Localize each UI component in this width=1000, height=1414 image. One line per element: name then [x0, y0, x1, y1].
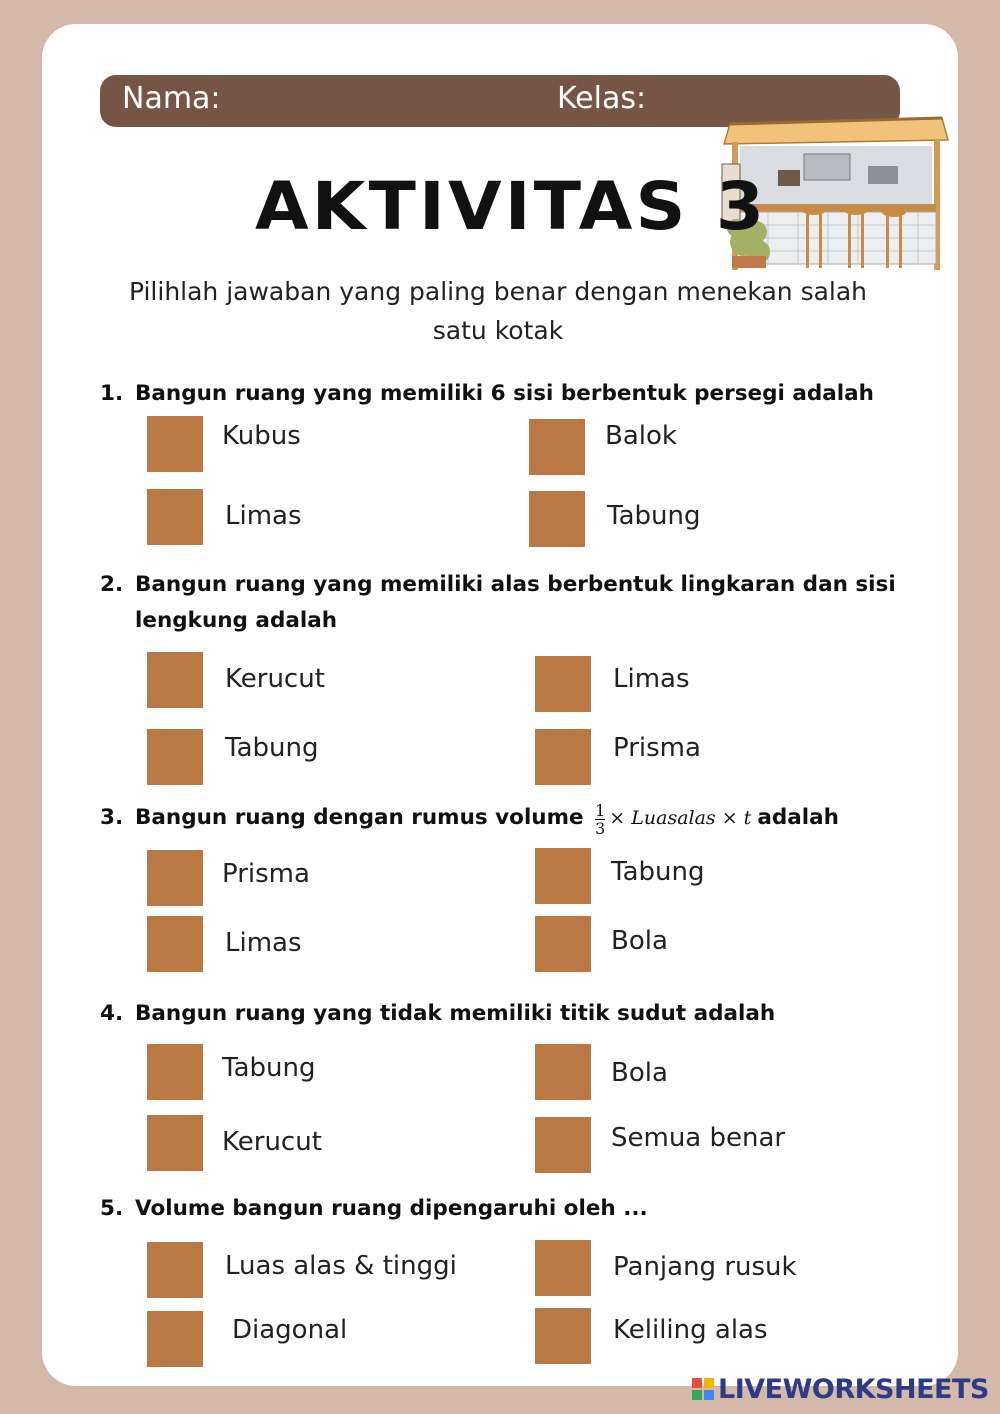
question-number: 2.	[100, 572, 124, 597]
question-number: 4.	[100, 1001, 124, 1026]
answer-box-q2-tabung[interactable]	[147, 729, 203, 785]
answer-box-q2-kerucut[interactable]	[147, 652, 203, 708]
answer-box-q4-semua-benar[interactable]	[535, 1117, 591, 1173]
option-label: Keliling alas	[613, 1315, 768, 1345]
question-text: Volume bangun ruang dipengaruhi oleh ...	[135, 1196, 648, 1221]
question-number: 5.	[100, 1196, 124, 1221]
question-1	[100, 376, 910, 412]
liveworksheets-logo-icon	[692, 1378, 714, 1400]
option-label: Kubus	[222, 421, 301, 451]
answer-box-q3-prisma[interactable]	[147, 850, 203, 906]
answer-box-q3-bola[interactable]	[535, 916, 591, 972]
option-label: Balok	[605, 421, 677, 451]
answer-box-q5-keliling-alas[interactable]	[535, 1308, 591, 1364]
answer-box-q5-diagonal[interactable]	[147, 1311, 203, 1367]
option-label: Panjang rusuk	[613, 1252, 797, 1282]
option-label: Prisma	[613, 733, 701, 763]
answer-box-q1-kubus[interactable]	[147, 416, 203, 472]
option-label: Tabung	[611, 857, 705, 887]
question-5	[100, 1191, 910, 1227]
answer-box-q3-limas[interactable]	[147, 916, 203, 972]
question-4	[100, 996, 910, 1032]
answer-box-q1-tabung[interactable]	[529, 491, 585, 547]
question-text-end: adalah	[757, 805, 839, 830]
question-text: Bangun ruang yang memiliki alas berbentuk lingkaran dan sisi lengkung adalah	[135, 572, 896, 633]
brand-name: LIVEWORKSHEETS	[718, 1374, 989, 1405]
option-label: Limas	[225, 928, 302, 958]
kelas-label: Kelas:	[557, 81, 647, 116]
answer-box-q2-prisma[interactable]	[535, 729, 591, 785]
option-label: Semua benar	[611, 1123, 786, 1153]
question-2	[100, 567, 910, 639]
option-label: Limas	[225, 501, 302, 531]
formula-rest: × Luasalas × t	[609, 807, 752, 829]
answer-box-q3-tabung[interactable]	[535, 848, 591, 904]
answer-box-q4-bola[interactable]	[535, 1044, 591, 1100]
question-text: Bangun ruang yang tidak memiliki titik sudut adalah	[135, 1001, 776, 1026]
answer-box-q1-balok[interactable]	[529, 419, 585, 475]
liveworksheets-logo	[692, 1374, 989, 1405]
option-label: Bola	[611, 1058, 668, 1088]
question-number: 3.	[100, 805, 124, 830]
question-3	[100, 800, 910, 837]
answer-box-q1-limas[interactable]	[147, 489, 203, 545]
answer-box-q2-limas[interactable]	[535, 656, 591, 712]
option-label: Limas	[613, 664, 690, 694]
option-label: Diagonal	[232, 1315, 348, 1345]
question-number: 1.	[100, 381, 124, 406]
option-label: Tabung	[607, 501, 701, 531]
formula-numerator: 1	[595, 800, 606, 820]
option-label: Kerucut	[222, 1127, 322, 1157]
question-text: Bangun ruang dengan rumus volume	[135, 805, 584, 830]
answer-box-q5-panjang-rusuk[interactable]	[535, 1240, 591, 1296]
option-label: Bola	[611, 926, 668, 956]
volume-formula	[591, 800, 757, 838]
answer-box-q5-luas-alas-tinggi[interactable]	[147, 1242, 203, 1298]
instruction-text: Pilihlah jawaban yang paling benar dengan menekan salah satu kotak	[128, 277, 868, 345]
option-label: Tabung	[222, 1053, 316, 1083]
option-label: Kerucut	[225, 664, 325, 694]
formula-denominator: 3	[595, 818, 606, 838]
nama-label: Nama:	[122, 81, 221, 116]
option-label: Tabung	[225, 733, 319, 763]
question-text: Bangun ruang yang memiliki 6 sisi berbentuk persegi adalah	[135, 381, 874, 406]
page-title: AKTIVITAS 3	[255, 168, 768, 245]
answer-box-q4-kerucut[interactable]	[147, 1115, 203, 1171]
answer-box-q4-tabung[interactable]	[147, 1044, 203, 1100]
option-label: Prisma	[222, 859, 310, 889]
option-label: Luas alas & tinggi	[225, 1251, 457, 1281]
